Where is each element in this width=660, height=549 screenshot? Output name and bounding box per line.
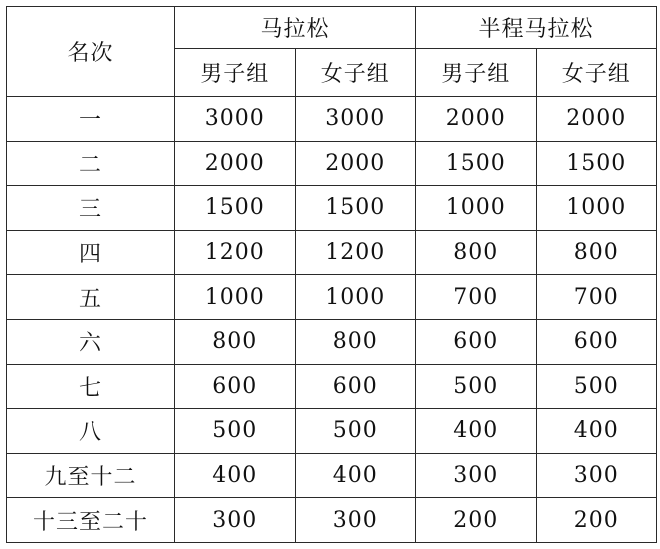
value-cell: 600 (536, 319, 657, 364)
subheader-half-women: 女子组 (536, 49, 657, 97)
value-cell: 400 (536, 409, 657, 454)
value-cell: 1500 (175, 186, 296, 231)
value-cell: 2000 (295, 141, 416, 186)
value-cell: 600 (295, 364, 416, 409)
table-row (7, 364, 657, 409)
rank-header: 名次 (7, 7, 175, 97)
value-cell: 200 (416, 498, 537, 543)
value-cell: 300 (295, 498, 416, 543)
value-cell: 1000 (175, 275, 296, 320)
group-header-marathon: 马拉松 (175, 7, 416, 49)
table-row (7, 141, 657, 186)
subheader-half-men: 男子组 (416, 49, 537, 97)
rank-cell: 五 (7, 275, 175, 320)
value-cell: 1200 (295, 230, 416, 275)
rank-cell: 四 (7, 230, 175, 275)
value-cell: 2000 (536, 97, 657, 142)
value-cell: 800 (175, 319, 296, 364)
value-cell: 1000 (536, 186, 657, 231)
table-row (7, 498, 657, 543)
value-cell: 800 (295, 319, 416, 364)
value-cell: 2000 (175, 141, 296, 186)
value-cell: 800 (536, 230, 657, 275)
value-cell: 600 (416, 319, 537, 364)
value-cell: 400 (295, 453, 416, 498)
value-cell: 500 (295, 409, 416, 454)
rank-cell: 六 (7, 319, 175, 364)
value-cell: 600 (175, 364, 296, 409)
value-cell: 1000 (295, 275, 416, 320)
value-cell: 700 (416, 275, 537, 320)
value-cell: 300 (416, 453, 537, 498)
value-cell: 300 (536, 453, 657, 498)
value-cell: 2000 (416, 97, 537, 142)
prize-table (6, 6, 657, 543)
table-row (7, 319, 657, 364)
value-cell: 1000 (416, 186, 537, 231)
table-row (7, 453, 657, 498)
value-cell: 800 (416, 230, 537, 275)
group-header-half-marathon: 半程马拉松 (416, 7, 657, 49)
value-cell: 500 (536, 364, 657, 409)
rank-cell: 一 (7, 97, 175, 142)
value-cell: 3000 (175, 97, 296, 142)
header-row-groups (7, 7, 657, 49)
value-cell: 500 (416, 364, 537, 409)
value-cell: 400 (175, 453, 296, 498)
subheader-marathon-men: 男子组 (175, 49, 296, 97)
table-row (7, 186, 657, 231)
rank-cell: 十三至二十 (7, 498, 175, 543)
value-cell: 400 (416, 409, 537, 454)
rank-cell: 二 (7, 141, 175, 186)
value-cell: 700 (536, 275, 657, 320)
value-cell: 1500 (416, 141, 537, 186)
table-row (7, 230, 657, 275)
value-cell: 3000 (295, 97, 416, 142)
value-cell: 1500 (295, 186, 416, 231)
value-cell: 200 (536, 498, 657, 543)
table-row (7, 409, 657, 454)
rank-cell: 九至十二 (7, 453, 175, 498)
value-cell: 1500 (536, 141, 657, 186)
table-row (7, 97, 657, 142)
value-cell: 300 (175, 498, 296, 543)
rank-cell: 七 (7, 364, 175, 409)
rank-cell: 八 (7, 409, 175, 454)
subheader-marathon-women: 女子组 (295, 49, 416, 97)
value-cell: 500 (175, 409, 296, 454)
table-row (7, 275, 657, 320)
rank-cell: 三 (7, 186, 175, 231)
table-body (7, 7, 657, 543)
value-cell: 1200 (175, 230, 296, 275)
